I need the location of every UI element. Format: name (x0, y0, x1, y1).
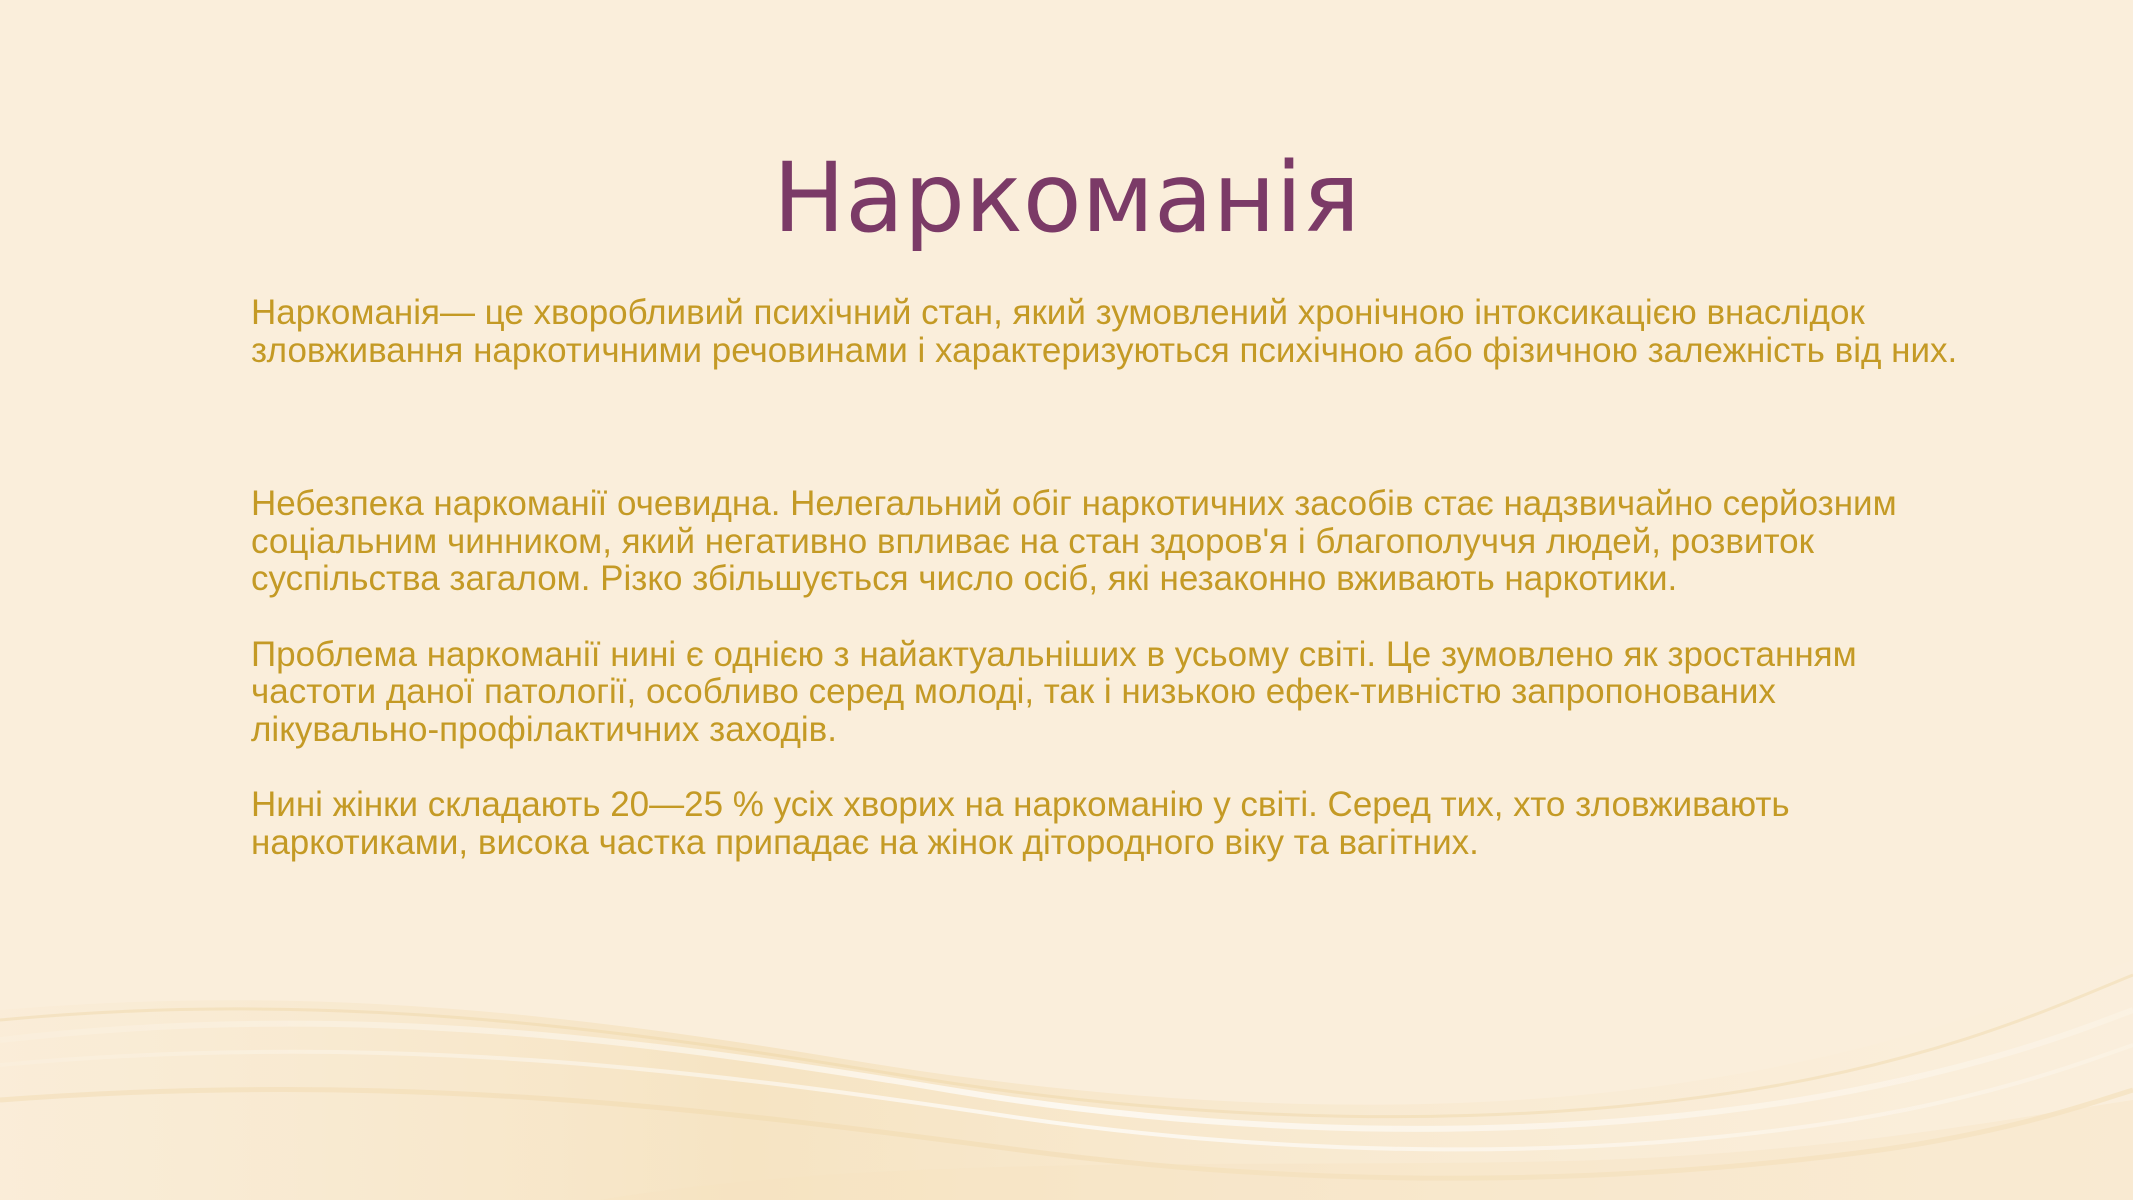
slide-title: Наркоманія (772, 142, 1361, 254)
problem-paragraph: Проблема наркоманії нині є однією з найактуальніших в усьому світі. Це зумовлено як зростанням частоти даної патології, особливо серед молоді, так і низькою ефек-тивністю запропонованих лікувально-профілактичних заходів. (251, 634, 1857, 749)
definition-paragraph: Наркоманія— це хворобливий психічний стан, який зумовлений хронічною інтоксикацією внаслідок зловживання наркотичними речовинами і характеризуються психічною або фізичною залежність від них. (251, 293, 1958, 370)
slide-body (251, 294, 1971, 861)
women-statistics-paragraph: Нині жінки складають 20—25 % усіх хворих на наркоманію у світі. Серед тих, хто зловживають наркотиками, висока частка припадає на жінок дітородного віку та вагітних. (251, 785, 1790, 862)
danger-paragraph: Небезпека наркоманії очевидна. Нелегальний обіг наркотичних засобів стає надзвичайно серйозним соціальним чинником, який негативно впливає на стан здоров'я і благополуччя людей, розвиток суспільства загалом. Різко збільшується число осіб, які незаконно вживають наркотики. (251, 484, 1897, 598)
